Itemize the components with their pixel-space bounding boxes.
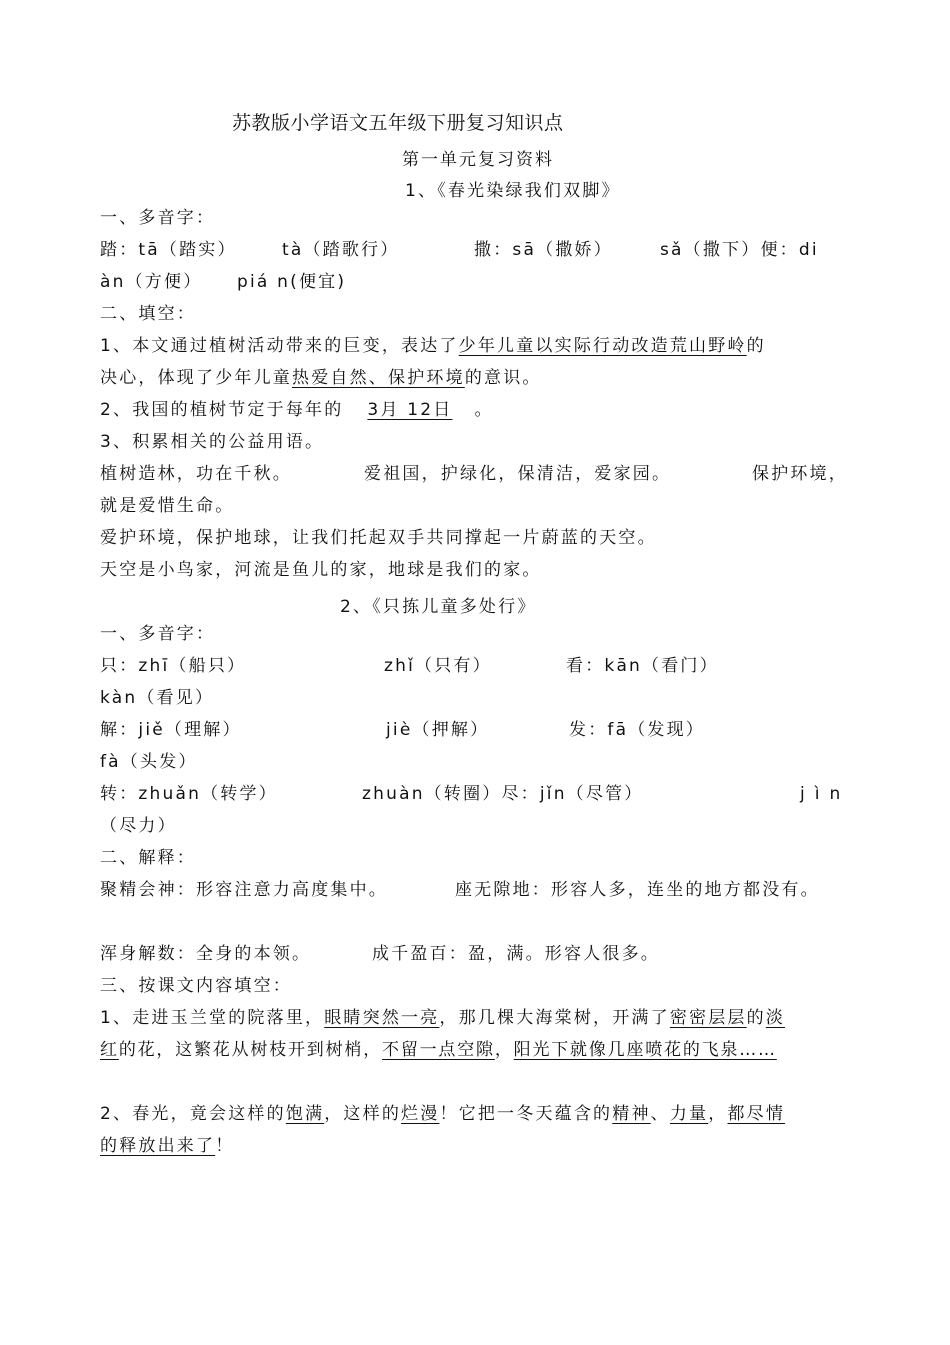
- text: ！: [215, 1136, 235, 1156]
- lesson2-section2-heading: 二、解释：: [100, 848, 196, 868]
- lesson1-poly-bian2: piá n(便宜): [237, 272, 347, 292]
- lesson2-poly-kan2: kàn（看见）: [100, 688, 215, 708]
- text: 的花，这繁花从树枝开到树梢，: [118, 1040, 383, 1060]
- lesson1-poly-ta2: tà（踏歌行）: [282, 240, 400, 260]
- lesson2-poly-jin2: jìn: [800, 784, 851, 804]
- text: ，这样的: [324, 1104, 402, 1124]
- text: ，: [708, 1104, 728, 1124]
- text: 1、走进玉兰堂的院落里，: [100, 1008, 325, 1028]
- lesson1-slogan1c: 保护环境，: [752, 464, 848, 484]
- answer-underline: 红: [100, 1040, 119, 1060]
- lesson2-explain2a: 浑身解数：全身的本领。: [100, 944, 312, 964]
- answer-underline: 密密层层: [669, 1008, 747, 1028]
- lesson2-poly-zhuan2-jin1: zhuàn（转圈）尽：jǐn（尽管）: [362, 784, 644, 804]
- lesson1-slogan1d: 就是爱惜生命。: [100, 496, 235, 516]
- text: 的意识。: [464, 368, 542, 388]
- lesson2-explain1b: 座无隙地：形容人多，连坐的地方都没有。: [455, 880, 820, 900]
- text: 1、本文通过植树活动带来的巨变，表达了: [100, 336, 459, 356]
- lesson2-explain2b: 成千盈百：盈，满。形容人很多。: [372, 944, 660, 964]
- lesson2-section1-heading: 一、多音字：: [100, 624, 216, 644]
- lesson1-slogan1a: 植树造林，功在千秋。: [100, 464, 292, 484]
- answer-underline: 眼睛突然一亮: [324, 1008, 440, 1028]
- lesson1-poly-ta1: 踏：tā（踏实）: [100, 240, 237, 260]
- unit-title: 第一单元复习资料: [402, 150, 554, 170]
- lesson2-section3-heading: 三、按课文内容填空：: [100, 976, 292, 996]
- lesson2-fill2-line2: [100, 1135, 860, 1157]
- answer-underline: 的释放出来了: [100, 1136, 216, 1156]
- text: 的: [746, 1008, 766, 1028]
- lesson1-q2: [100, 399, 860, 421]
- lesson1-poly-bian1: àn（方便）: [100, 272, 203, 292]
- text: ，那几棵大海棠树，开满了: [439, 1008, 670, 1028]
- lesson2-fill1-line1: [100, 1007, 860, 1029]
- answer-underline: 热爱自然、保护环境: [292, 368, 465, 388]
- lesson1-slogan1b: 爱祖国，护绿化，保清洁，爱家园。: [364, 464, 672, 484]
- answer-underline: 饱满: [285, 1104, 325, 1124]
- text: 2、我国的植树节定于每年的: [100, 400, 344, 420]
- answer-underline: 3月 12日: [367, 400, 453, 420]
- lesson2-fill2-line1: [100, 1103, 860, 1125]
- lesson2-explain1a: 聚精会神：形容注意力高度集中。: [100, 880, 388, 900]
- text: 的: [746, 336, 766, 356]
- text: 。: [474, 400, 494, 420]
- lesson1-q1-line1: [100, 335, 860, 357]
- text: 2、春光，竟会这样的: [100, 1104, 286, 1124]
- answer-underline: 精神: [612, 1104, 651, 1124]
- lesson2-title: 2、《只拣儿童多处行》: [340, 597, 537, 617]
- lesson2-poly-zhi1: 只：zhī（船只）: [100, 656, 247, 676]
- lesson2-poly-fa1: 发：fā（发现）: [569, 720, 706, 740]
- text: 决心，体现了少年儿童: [100, 368, 292, 388]
- text: ，: [494, 1040, 514, 1060]
- lesson1-title: 1、《春光染绿我们双脚》: [405, 181, 621, 201]
- lesson1-slogan3: 天空是小鸟家，河流是鱼儿的家，地球是我们的家。: [100, 560, 542, 580]
- text: 、: [650, 1104, 670, 1124]
- lesson2-poly-zhuan1: 转：zhuǎn（转学）: [100, 784, 278, 804]
- answer-underline: 都尽情: [727, 1104, 786, 1124]
- lesson1-slogan2: 爱护环境，保护地球，让我们托起双手共同撑起一片蔚蓝的天空。: [100, 528, 657, 548]
- answer-underline: 淡: [765, 1008, 786, 1028]
- document-title: 苏教版小学语文五年级下册复习知识点: [232, 112, 564, 134]
- lesson2-fill1-line2: [100, 1039, 860, 1061]
- answer-underline: 力量: [669, 1104, 709, 1124]
- answer-underline: 少年儿童以实际行动改造荒山野岭: [458, 336, 747, 356]
- lesson1-section2-heading: 二、填空：: [100, 304, 196, 324]
- lesson1-q3: 3、积累相关的公益用语。: [100, 432, 325, 452]
- answer-underline: 不留一点空隙: [382, 1040, 495, 1060]
- lesson1-section1-heading: 一、多音字：: [100, 208, 216, 228]
- lesson2-poly-jin2-word: （尽力）: [100, 816, 177, 836]
- lesson2-poly-jie1: 解：jiě（理解）: [100, 720, 242, 740]
- answer-underline: 阳光下就像几座喷花的飞泉……: [513, 1040, 777, 1060]
- lesson1-poly-sa1: 撒：sā（撒娇）: [474, 240, 613, 260]
- answer-underline: 烂漫: [401, 1104, 440, 1124]
- lesson1-q1-line2: [100, 367, 860, 389]
- lesson2-poly-zhi2: zhǐ（只有）: [384, 656, 492, 676]
- text: ！它把一冬天蕴含的: [439, 1104, 613, 1124]
- lesson1-poly-sa2: sǎ（撒下）便：di: [660, 240, 819, 260]
- lesson2-poly-jie2: jiè（押解）: [386, 720, 490, 740]
- lesson2-poly-kan1: 看：kān（看门）: [566, 656, 719, 676]
- lesson2-poly-fa2: fà（头发）: [100, 752, 198, 772]
